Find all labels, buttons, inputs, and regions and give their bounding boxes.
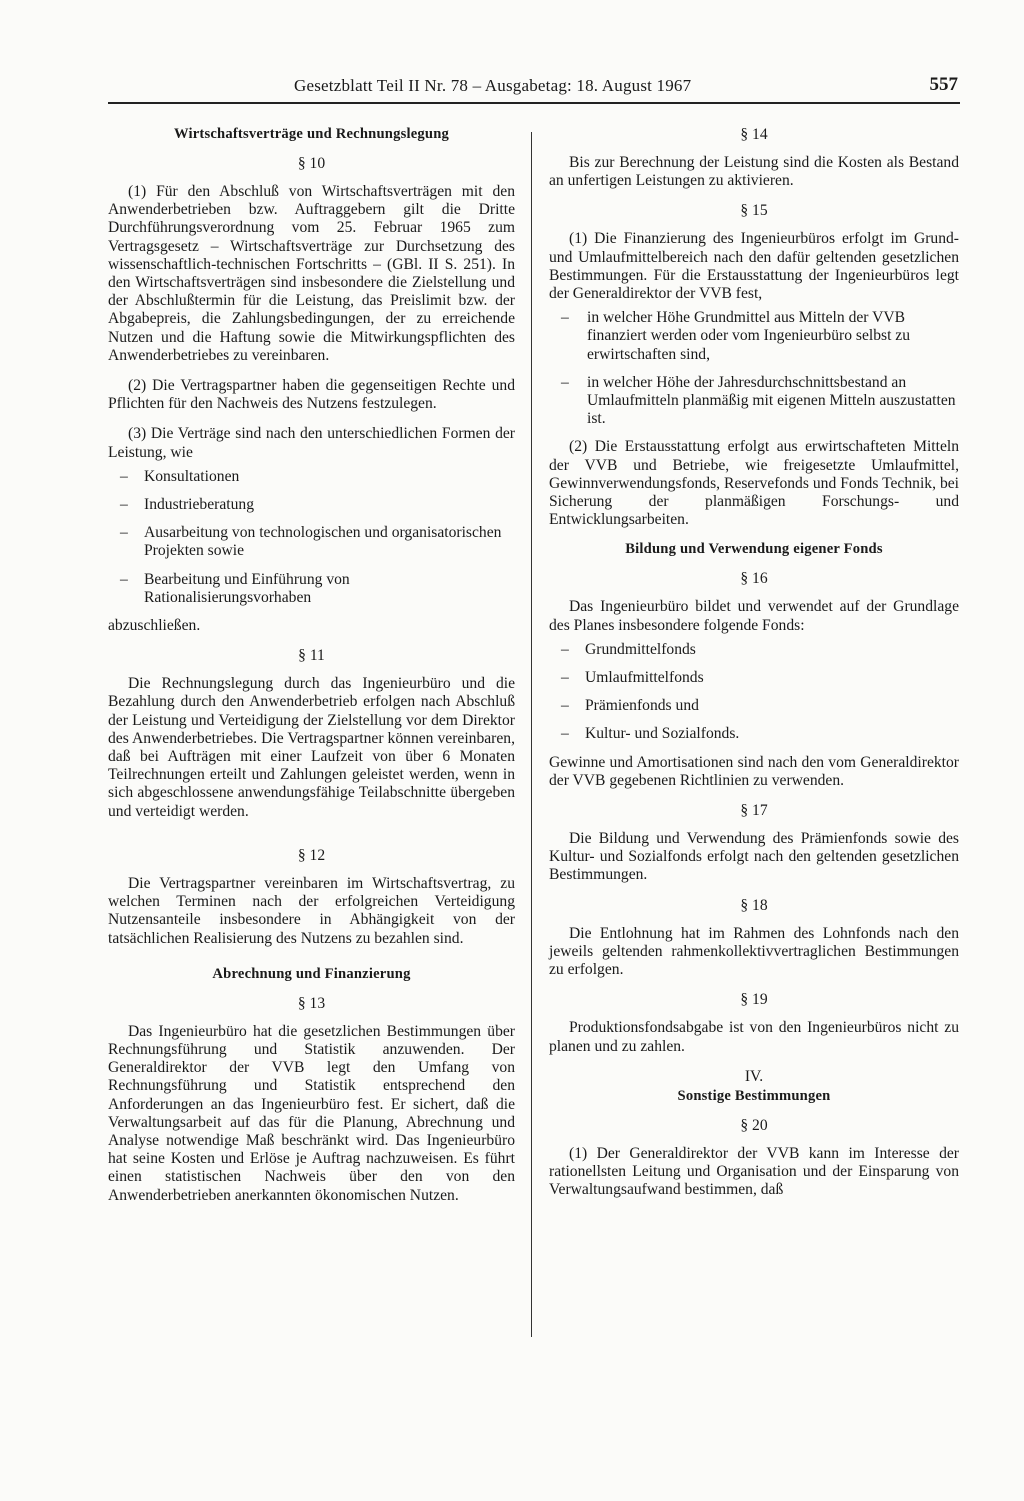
list-item: – in welcher Höhe Grundmittel aus Mitteln der VVB finanziert werden oder vom Ingenieurbüro selbst zu erwirtschaften sind, <box>561 309 911 363</box>
section-heading: Wirtschaftsverträge und Rechnungslegung <box>173 126 450 142</box>
list-item: – Konsultationen <box>120 467 240 485</box>
section-heading: Bildung und Verwendung eigener Fonds <box>625 541 883 558</box>
form-list <box>108 468 515 607</box>
header-title: Gesetzblatt Teil II Nr. 78 – Ausgabetag: 18. August 1967 <box>294 76 692 95</box>
paragraph-number: § 20 <box>740 1116 768 1134</box>
paragraph-number: § 12 <box>297 846 326 864</box>
paragraph-text: (1) Für den Abschluß von Wirtschaftsverträgen mit den Anwenderbetrieben bzw. Auftraggebern gilt die Dritte Durchführungsverordnung vom 25. Februar 1965 zum Vertragsgesetz – Wirtschaftsverträge zur Durchsetzung des wissenschaftlich-technischen Fortschritts – (GBl. II S. 251). In den Wirtschaftsverträgen sind insbesondere die Zielstellung und der Abschlußtermin für die Leistung, das Preislimit bzw. der Abgabepreis, die Zahlungsbedingungen, der zu erreichende Nutzen und die Haftung sowie die Mitwirkungspflichten des Anwenderbetriebes zu vereinbaren. <box>108 183 515 364</box>
paragraph-number: § 18 <box>740 896 768 914</box>
paragraph-text: (1) Die Finanzierung des Ingenieurbüros erfolgt im Grund- und Umlaufmittelbereich nach den dafür geltenden gesetzlichen Bestimmungen. Für die Erstausstattung der Ingenieurbüros legt der Generaldirektor der VVB fest, <box>549 230 959 303</box>
paragraph-number: § 19 <box>740 991 768 1009</box>
list-item: – Grundmittelfonds <box>561 640 696 658</box>
paragraph-number: § 13 <box>297 994 326 1012</box>
paragraph-number: § 16 <box>740 570 768 588</box>
paragraph-text: Das Ingenieurbüro hat die gesetzlichen Bestimmungen über Rechnungsführung und Statistik anzuwenden. Der Generaldirektor der VVB legt den Umfang von Rechnungsführung und Statistik entsprechend den Anforderungen an das Ingenieurbüro fest. Er sichert, daß die Verwaltungsarbeit auf das für die Planung, Abrechnung und Analyse notwendige Maß beschränkt wird. Das Ingenieurbüro hat seine Kosten und Erlöse je Auftrag nachzuweisen. Es führt einen statistischen Nachweis über den von den Anwenderbetrieben anerkannten ökonomischen Nutzen. <box>108 1022 515 1204</box>
paragraph-text: Die Entlohnung hat im Rahmen des Lohnfonds nach den jeweils geltenden rahmenkollektivvertraglichen Bestimmungen zu erfolgen. <box>549 924 959 979</box>
paragraph-text: (3) Die Verträge sind nach den unterschiedlichen Formen der Leistung, wie <box>108 425 515 461</box>
column-divider <box>531 132 532 1337</box>
paragraph-number: § 14 <box>740 126 768 143</box>
list-item: – Prämienfonds und <box>561 697 699 715</box>
paragraph-number: § 11 <box>298 647 325 665</box>
left-column <box>108 126 515 1217</box>
part-number: IV. <box>744 1067 764 1085</box>
list-item: – Bearbeitung und Einführung von Rationalisierungsvorhaben <box>120 570 350 606</box>
right-column <box>549 126 959 1211</box>
paragraph-text: Die Rechnungslegung durch das Ingenieurbüro und die Bezahlung durch den Anwenderbetrieb erfolgen nach Abschluß der Leistung und Verteidigung der Zielstellung vor dem Direktor des Anwenderbetriebes. Die Vertragspartner können vereinbaren, daß bei Aufträgen mit einer Laufzeit von über 6 Monaten Teilrechnungen erteilt und Zahlungen geleistet werden, wenn in sich abgeschlossene anwendungsfähige Teilabschnitte übergeben und verteidigt werden. <box>108 675 515 820</box>
paragraph-text: Bis zur Berechnung der Leistung sind die Kosten als Bestand an unfertigen Leistungen zu aktivieren. <box>549 154 959 190</box>
paragraph-text: Das Ingenieurbüro bildet und verwendet auf der Grundlage des Planes insbesondere folgende Fonds: <box>549 598 959 634</box>
paragraph-number: § 15 <box>740 202 768 220</box>
paragraph-number: § 10 <box>297 155 326 172</box>
paragraph-text: Die Vertragspartner vereinbaren im Wirtschaftsvertrag, zu welchen Terminen nach der erfolgreichen Verteidigung Nutzensanteile insbesondere in Abhängigkeit von der tatsächlichen Realisierung des Nutzens zu bezahlen sind. <box>108 874 515 947</box>
list-item: – Kultur- und Sozialfonds. <box>561 725 740 743</box>
paragraph-text: Produktionsfondsabgabe ist von den Ingenieurbüros nicht zu planen und zu zahlen. <box>549 1019 959 1055</box>
fonds-list <box>549 641 959 744</box>
paragraph-text: (2) Die Erstausstattung erfolgt aus erwirtschafteten Mitteln der VVB und Betriebe, wie freigesetzte Umlaufmittel, Gewinnverwendungsfonds, Reservefonds und Fonds Technik, bei Sicherung der planmäßigen Forschungs- und Entwicklungsarbeiten. <box>549 438 959 529</box>
list-item: – Industrieberatung <box>120 496 254 514</box>
paragraph-text: (2) Die Vertragspartner haben die gegenseitigen Rechte und Pflichten für den Nachweis des Nutzens festzulegen. <box>108 377 515 413</box>
page-header <box>108 74 960 104</box>
financing-list <box>549 309 959 428</box>
list-item: – Umlaufmittelfonds <box>561 669 704 687</box>
paragraph-text: abzuschließen. <box>108 617 201 635</box>
list-item: – in welcher Höhe der Jahresdurchschnittsbestand an Umlaufmitteln planmäßig mit eigenen Mitteln auszustatten ist. <box>561 373 956 428</box>
paragraph-number: § 17 <box>740 802 768 820</box>
paragraph-text: Die Bildung und Verwendung des Prämienfonds sowie des Kultur- und Sozialfonds erfolgt nach den geltenden gesetzlichen Bestimmungen. <box>549 830 959 884</box>
paragraph-text: (1) Der Generaldirektor der VVB kann im Interesse der rationellsten Leitung und Organisation und der Einsparung von Verwaltungsaufwand bestimmen, daß <box>549 1144 959 1199</box>
section-heading: Sonstige Bestimmungen <box>677 1087 831 1104</box>
section-heading: Abrechnung und Finanzierung <box>212 965 411 982</box>
page-number: 557 <box>929 74 958 95</box>
list-item: – Ausarbeitung von technologischen und organisatorischen Projekten sowie <box>120 524 502 560</box>
paragraph-text: Gewinne und Amortisationen sind nach den vom Generaldirektor der VVB gegebenen Richtlinien zu verwenden. <box>549 753 959 789</box>
